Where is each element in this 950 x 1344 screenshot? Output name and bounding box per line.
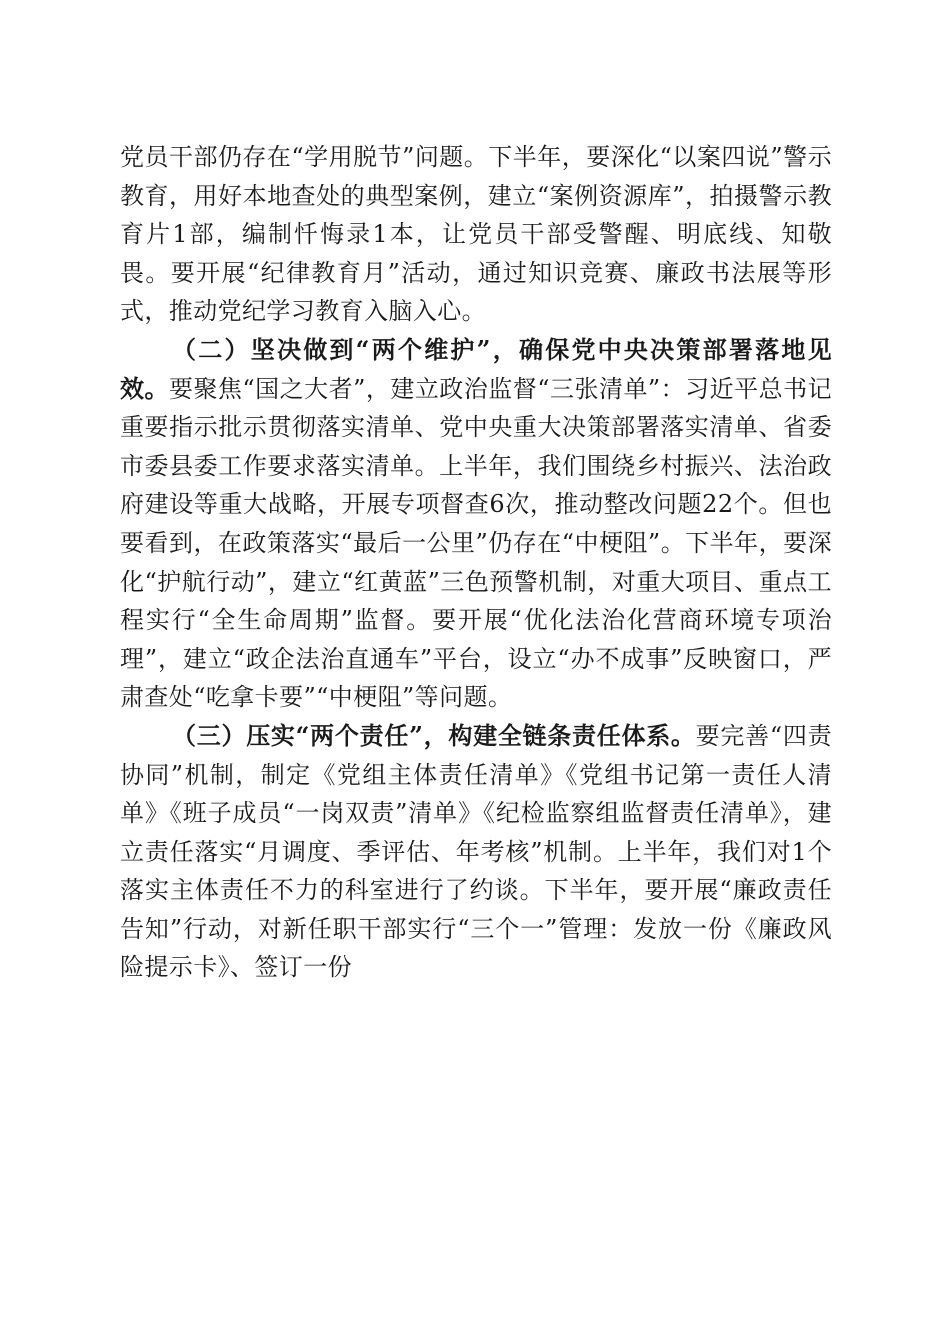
paragraph-continuation bbox=[120, 138, 832, 331]
paragraph-body: 要完善“四责协同”机制，制定《党组主体责任清单》《党组书记第一责任人清单》《班子成员“一岗双责”清单》《纪检监察组监督责任清单》，建立责任落实“月调度、季评估、年考核”机制。上半年，我们对1个落实主体责任不力的科室进行了约谈。下半年，要开展“廉政责任告知”行动，对新任职干部实行“三个一”管理：发放一份《廉政风险提示卡》、签订一份 bbox=[120, 721, 832, 982]
paragraph-body: 要聚焦“国之大者”，建立政治监督“三张清单”：习近平总书记重要指示批示贯彻落实清单、党中央重大决策部署落实清单、省委市委县委工作要求落实清单。上半年，我们围绕乡村振兴、法治政府建设等重大战略，开展专项督查6次，推动整改问题22个。但也要看到，在政策落实“最后一公里”仍存在“中梗阻”。下半年，要深化“护航行动”，建立“红黄蓝”三色预警机制，对重大项目、重点工程实行“全生命周期”监督。要开展“优化法治化营商环境专项治理”，建立“政企法治直通车”平台，设立“办不成事”反映窗口，严肃查处“吃拿卡要”“中梗阻”等问题。 bbox=[120, 374, 832, 712]
paragraph-body: 党员干部仍存在“学用脱节”问题。下半年，要深化“以案四说”警示教育，用好本地查处的典型案例，建立“案例资源库”，拍摄警示教育片1部，编制忏悔录1本，让党员干部受警醒、明底线、知敬畏。要开展“纪律教育月”活动，通过知识竞赛、廉政书法展等形式，推动党纪学习教育入脑入心。 bbox=[120, 143, 832, 326]
section-heading-three: （三）压实“两个责任”，构建全链条责任体系。 bbox=[172, 720, 696, 750]
document-page bbox=[120, 138, 832, 987]
paragraph-section-three bbox=[120, 717, 832, 987]
paragraph-section-two bbox=[120, 331, 832, 717]
section-heading-two: （二）坚决做到“两个维护”，确保党中央决策部署落地见效。 bbox=[120, 334, 832, 403]
